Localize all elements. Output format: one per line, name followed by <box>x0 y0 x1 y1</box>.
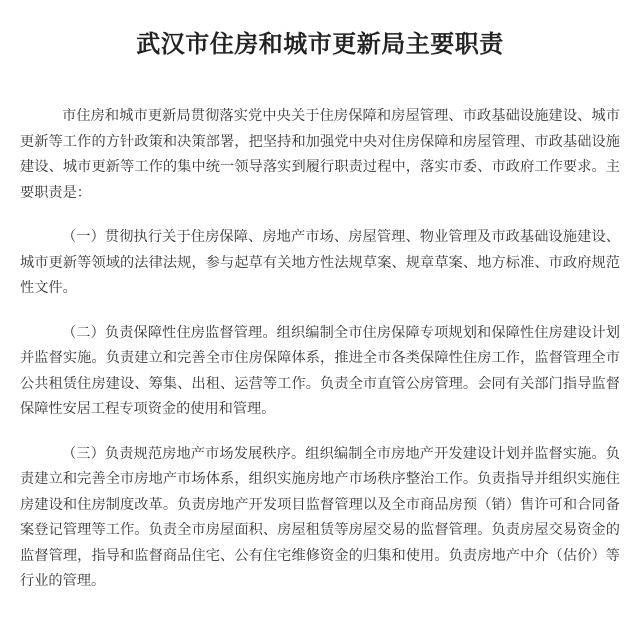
duty-paragraph-2: （二）负责保障性住房监督管理。组织编制全市住房保障专项规划和保障性住房建设计划并监督实施。负责建立和完善全市住房保障体系，推进全市各类保障性住房工作，监督管理全市公共租赁住房建设、筹集、出租、运营等工作。负责全市直管公房管理。会同有关部门指导监督保障性安居工程专项资金的使用和管理。 <box>20 324 620 417</box>
duty-paragraph-3: （三）负责规范房地产市场发展秩序。组织编制全市房地产开发建设计划并监督实施。负责建立和完善全市房地产市场体系，组织实施房地产市场秩序整治工作。负责指导并组织实施住房建设和住房制度改革。负责房地产开发项目监督管理以及全市商品房预（销）售许可和合同备案登记管理等工作。负责全市房屋面积、房屋租赁等房屋交易的监督管理。负责房屋交易资金的监督管理，指导和监督商品住宅、公有住宅维修资金的归集和使用。负责房地产中介（估价）等行业的管理。 <box>20 445 620 589</box>
document-title: 武汉市住房和城市更新局主要职责 <box>136 30 504 58</box>
document-body <box>20 104 620 595</box>
intro-paragraph: 市住房和城市更新局贯彻落实党中央关于住房保障和房屋管理、市政基础设施建设、城市更新等工作的方针政策和决策部署，把坚持和加强党中央对住房保障和房屋管理、市政基础设施建设、城市更新等工作的集中统一领导落实到履行职责过程中，落实市委、市政府工作要求。主要职责是： <box>20 108 620 201</box>
duty-paragraph-1: （一）贯彻执行关于住房保障、房地产市场、房屋管理、物业管理及市政基础设施建设、城市更新等领域的法律法规，参与起草有关地方性法规草案、规章草案、地方标准、市政府规范性文件。 <box>20 229 620 296</box>
